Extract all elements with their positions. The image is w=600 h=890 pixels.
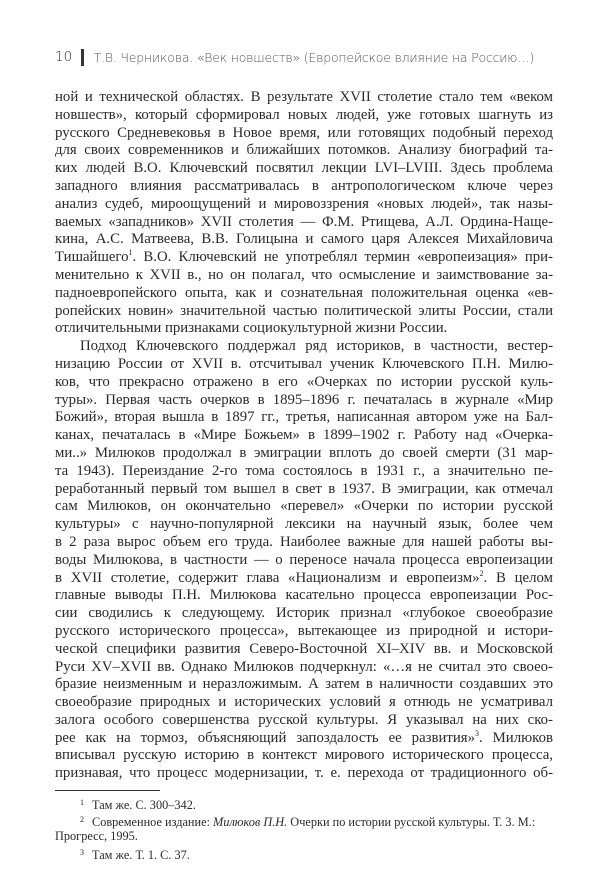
line-text: ких людей В.О. Ключевский посвятил лекции LVI–LVIII. Здесь проблема: [55, 160, 553, 177]
text-line: [55, 641, 553, 659]
line-text: ропейских новин» значительной частью политической элиты России, стали: [55, 302, 553, 319]
footnote: [55, 795, 553, 812]
text-line: [55, 587, 553, 605]
footnote-text: Там же. Т. 1. С. 37.: [92, 847, 190, 862]
footnote-ref: 3: [474, 728, 479, 738]
line-text: . В.О. Ключевский не употреблял термин «европеизация» при-: [132, 249, 553, 266]
text-line: [55, 142, 553, 160]
text-line: [55, 160, 553, 178]
line-text: Подход Ключевского поддержал ряд историков, в частности, вестер-: [80, 338, 553, 355]
line-text: сии сводились к следующему. Историк признал «глубокое своеобразие: [55, 605, 553, 622]
text-line: [55, 676, 553, 694]
text-line: [55, 285, 553, 303]
text-line: [55, 694, 553, 712]
line-text: в 2 раза вырос объем его труда. Наиболее важные для нашей работы вы-: [55, 533, 553, 550]
running-title: Т.В. Черникова. «Век новшеств» (Европейское влияние на Россию…): [93, 49, 535, 65]
line-text: канах, печаталась в «Мире Божьем» в 1899–1902 г. Работу над «Очерка-: [55, 427, 553, 444]
text-line: [55, 445, 553, 463]
text-line: [55, 481, 553, 499]
text-line: [55, 356, 553, 374]
line-text: рее как на тормоз, объясняющий запоздалость ее развития»: [55, 729, 475, 746]
footnote-number: 1: [80, 798, 84, 807]
line-text: . В целом: [483, 569, 553, 586]
footnote-separator: [55, 790, 160, 791]
text-line: [55, 392, 553, 410]
line-text: для своих современников и ближайших потомков. Анализу биографий та-: [55, 142, 553, 159]
footnote-text: Современное издание:: [92, 814, 214, 829]
line-text: западного влияния рассматривалась в антропологическом ключе через: [55, 177, 553, 194]
text-line: [55, 498, 553, 516]
text-line: [55, 427, 553, 445]
text-line: [55, 249, 553, 267]
text-line: [55, 623, 553, 641]
text-line: [55, 534, 553, 552]
footnote-text: Там же. С. 300–342.: [92, 798, 196, 812]
text-line: [55, 267, 553, 285]
running-header: [55, 47, 534, 67]
line-text: реработанный первый том вышел в свет в 1937. В эмиграции, как отмечал: [55, 480, 553, 497]
text-line: [55, 196, 553, 214]
text-line: [55, 338, 553, 356]
line-text: вписывал русскую историю в контекст мирового исторического процесса,: [55, 747, 553, 764]
line-text: падноевропейского опыта, как и сознательная положительная оценка «ев-: [55, 284, 553, 301]
line-text: анализ судеб, мироощущений и мировоззрения «новых людей», так назы-: [55, 195, 553, 212]
text-line: [55, 552, 553, 570]
line-text: культуры» с научно-популярной лексики на научный язык, более чем: [55, 516, 553, 533]
line-text: ваемых «западников» XVII столетия — Ф.М. Ртищева, А.Л. Ордина-Нащe-: [55, 213, 553, 230]
line-text: сам Милюков, он окончательно «перевел» «Очерки по истории русской: [55, 498, 553, 515]
text-line: [55, 231, 553, 249]
text-line: [55, 765, 553, 783]
text-line: [55, 730, 553, 748]
text-line: [55, 605, 553, 623]
footnote-author: Милюков П.Н.: [213, 814, 288, 829]
text-line: [55, 409, 553, 427]
text-line: [55, 374, 553, 392]
line-text: русского исторического процесса», вытекающее из природной и истори-: [55, 622, 553, 639]
line-text: новшеств», который сформировал новых людей, уже готовых шагнуть из: [55, 106, 553, 123]
text-line: [55, 214, 553, 232]
line-text: туры». Первая часть очерков в 1895–1896 г. печаталась в журнале «Мир: [55, 391, 553, 408]
footnotes: [55, 795, 553, 861]
line-text: своеобразие природных и исторических условий я отнюдь не усматривал: [55, 694, 553, 711]
line-text: в XVII столетие, содержит глава «Национализм и европеизм»: [55, 569, 480, 586]
text-line: [55, 320, 553, 338]
line-text: Божий», вторая вышла в 1897 гг., третья, написанная автором уже на Бал-: [55, 409, 553, 426]
line-text: признавая, что процесс модернизации, т. е. перехода от традиционного об-: [55, 765, 553, 782]
text-line: [55, 516, 553, 534]
footnote-ref: 1: [128, 248, 133, 258]
line-text: воды Милюкова, в частности — о переносе начала процесса европеизации: [55, 551, 553, 568]
line-text: бразие неизменным и неразложимым. А затем в наличности создавших это: [55, 676, 553, 693]
footnote-number: 2: [80, 814, 84, 824]
text-line: [55, 125, 553, 143]
line-text: ков, что прекрасно отражено в его «Очерках по истории русской куль-: [55, 373, 553, 390]
body-text: [55, 89, 553, 783]
line-text: Руси XV–XVII вв. Однако Милюков подчеркнул: «…я не считал это своео-: [55, 658, 553, 675]
line-text: главные выводы П.Н. Милюкова касательно процесса европеизации Рос-: [55, 587, 553, 604]
text-line: [55, 107, 553, 125]
footnote-continuation: Прогресс, 1995.: [55, 829, 138, 843]
line-text: та 1943). Переиздание 2-го тома состоялось в 1931 г., а значительно пе-: [55, 462, 553, 479]
line-text: кина, А.С. Матвеева, В.В. Голицына и самого царя Алексея Михайловича: [55, 231, 553, 248]
line-text: ной и технической областях. В результате XVII столетие стало тем «веком: [55, 89, 553, 105]
text-line: [55, 303, 553, 321]
footnote-text: Очерки по истории русской культуры. Т. 3. М.:: [287, 814, 536, 829]
text-line: [55, 712, 553, 730]
footnote: [55, 812, 553, 829]
text-line: [55, 570, 553, 588]
line-text: менительно к XVII в., но он полагал, что осмысление и заимствование за-: [55, 266, 553, 283]
line-text: отличительными признаками социокультурной жизни России.: [55, 320, 448, 337]
line-text: ми..» Милюков продолжал в эмиграции вплоть до своей смерти (31 мар-: [55, 444, 553, 461]
text-line: [55, 89, 553, 107]
line-text: ческой специфики развития Северо-Восточной XI–XIV вв. и Московской: [55, 640, 553, 657]
header-divider: [81, 49, 84, 66]
line-text: залога особого совершенства русской культуры. Я указывал на них ско-: [55, 711, 553, 728]
footnote-number: 3: [80, 847, 84, 857]
line-text: русского Средневековья в Новое время, или готовящих подобный переход: [55, 124, 553, 141]
line-text: Тишайшего: [55, 249, 129, 266]
text-line: [55, 659, 553, 677]
text-line: [55, 463, 553, 481]
footnote-ref: 2: [479, 568, 484, 578]
paragraph: [55, 89, 553, 338]
text-line: [55, 178, 553, 196]
paragraph: [55, 338, 553, 783]
line-text: низацию России от XVII в. отсчитывал ученик Ключевского П.Н. Милю-: [55, 355, 553, 372]
footnote: [55, 845, 553, 862]
page-number: 10: [55, 49, 73, 65]
line-text: . Милюков: [478, 729, 553, 746]
text-line: [55, 747, 553, 765]
